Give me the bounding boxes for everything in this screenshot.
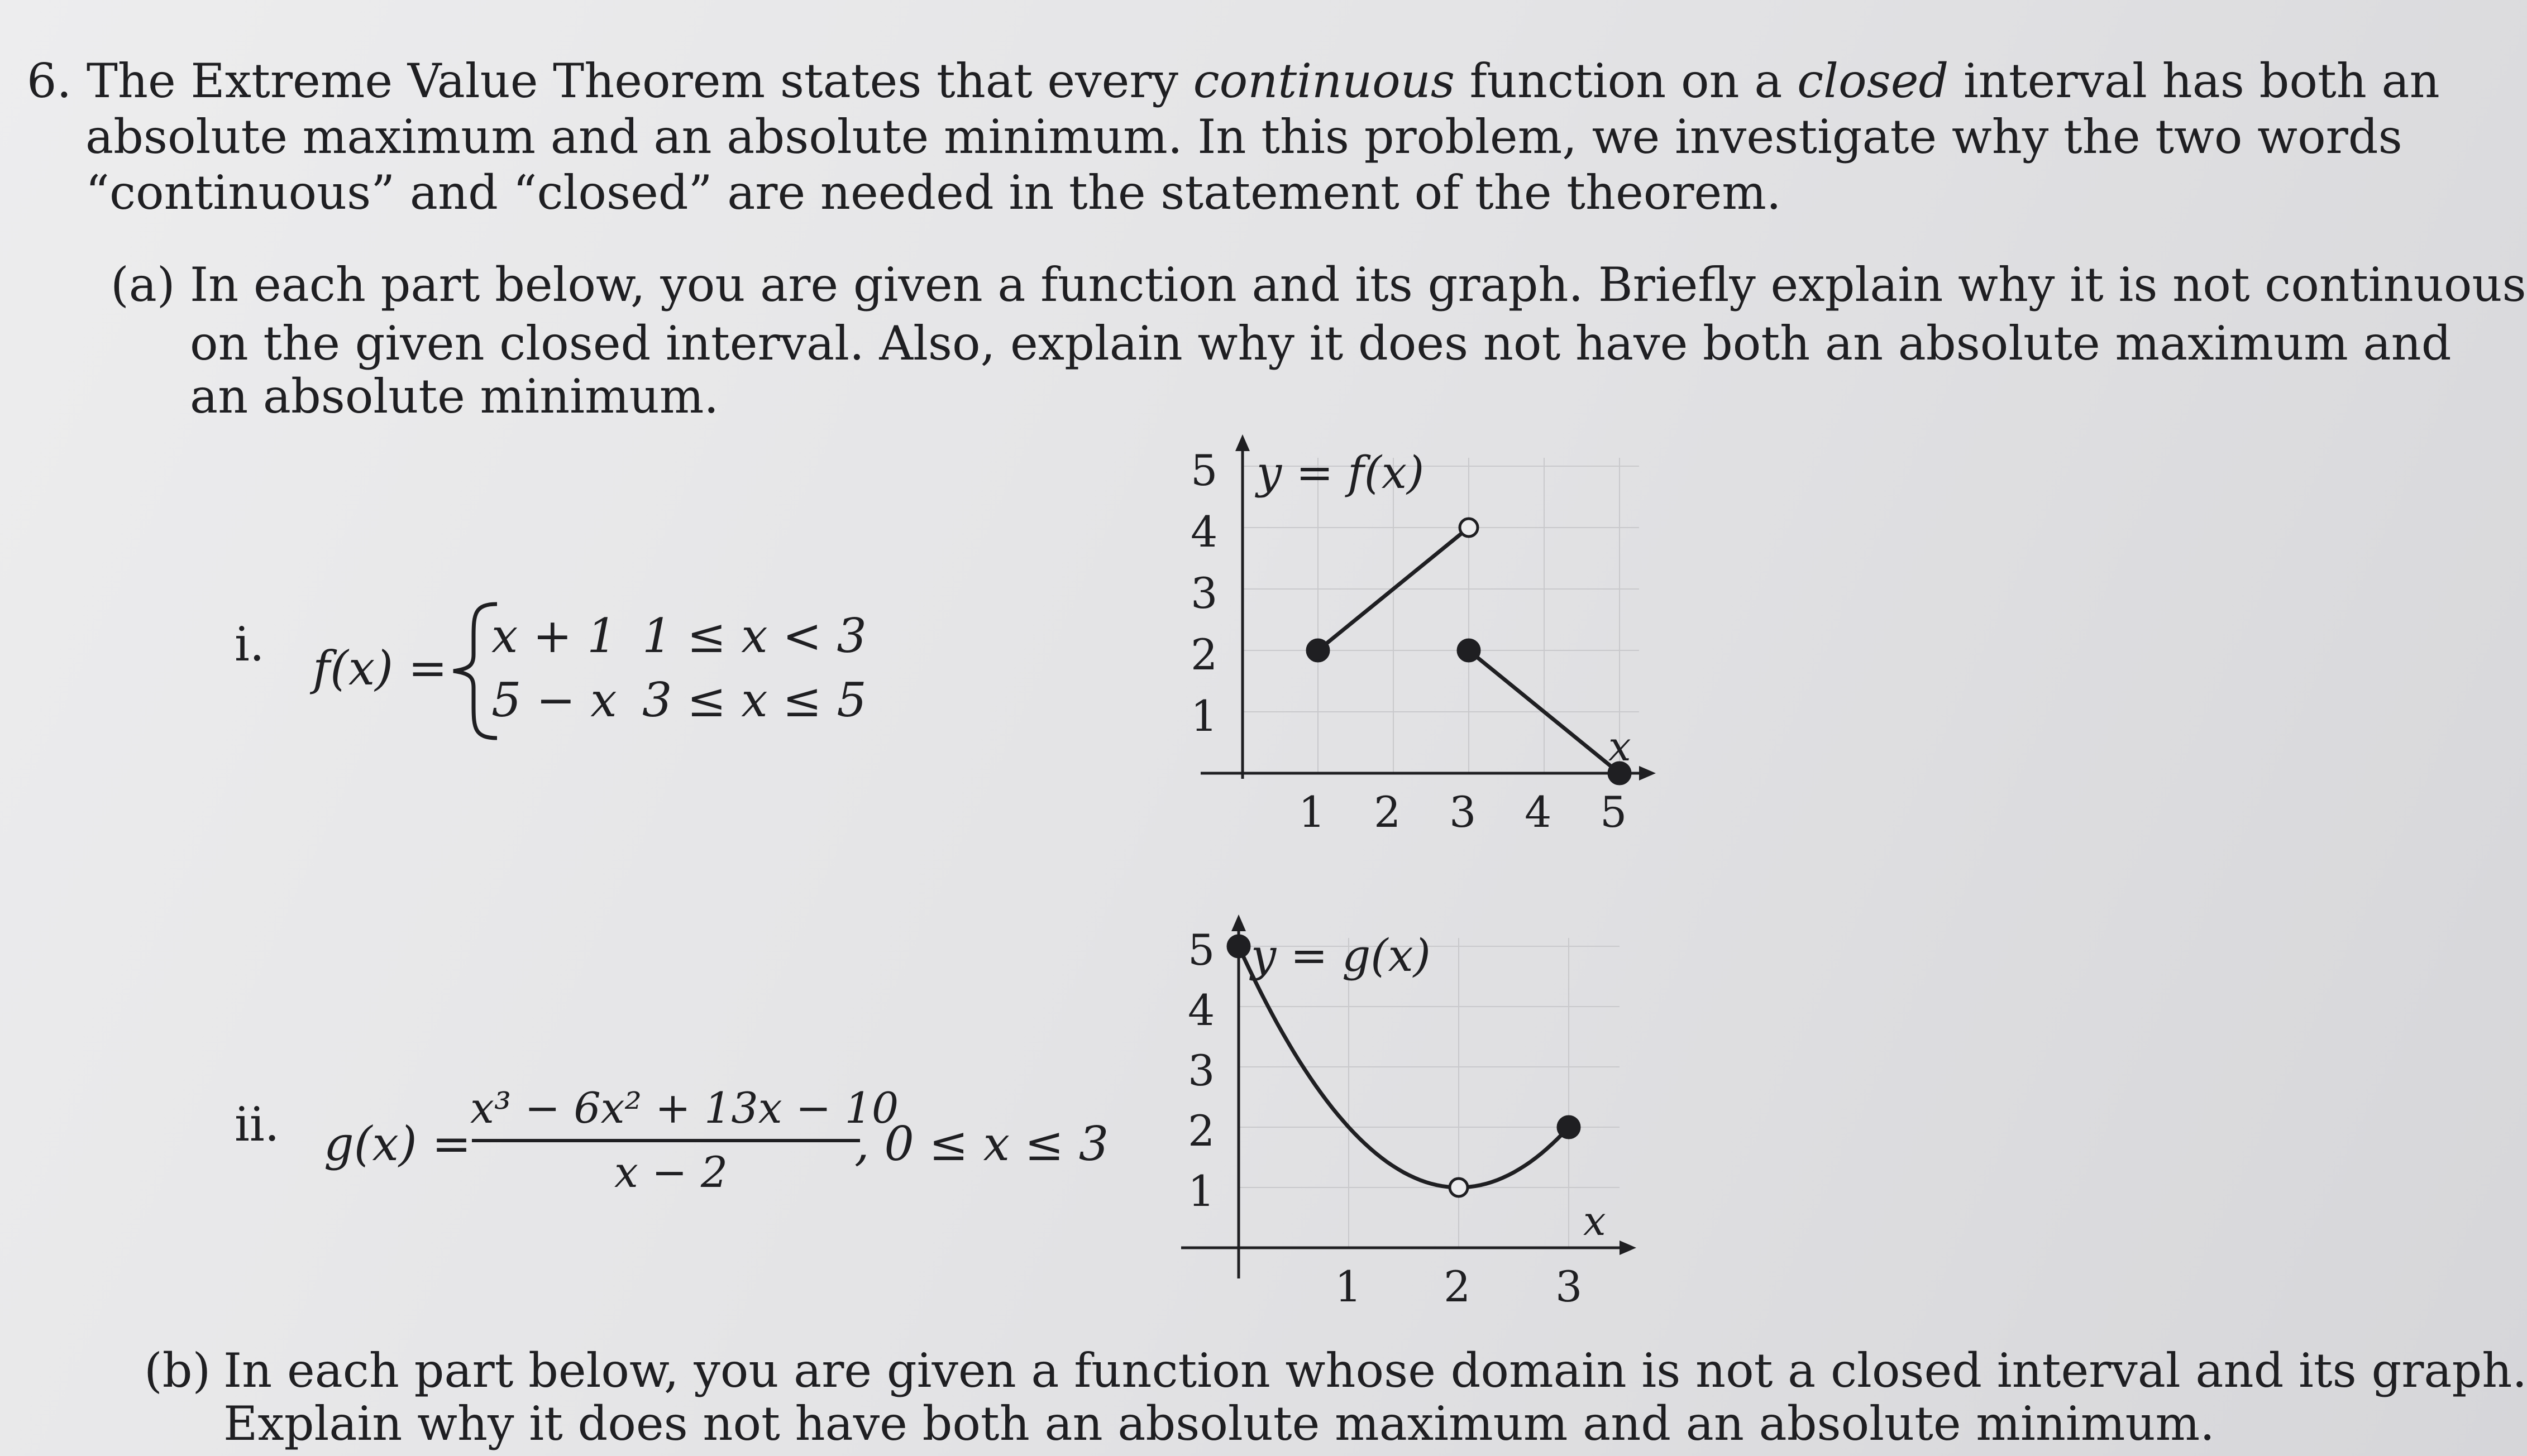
g-series-start-point bbox=[1228, 936, 1249, 957]
f-y-tick-2: 2 bbox=[1191, 630, 1218, 679]
f-x-tick-5: 5 bbox=[1600, 787, 1627, 837]
f-lhs: f(x) = bbox=[313, 641, 448, 696]
f-x-tick-3: 3 bbox=[1449, 787, 1477, 837]
part-b-label: (b) bbox=[144, 1343, 211, 1398]
case2-expr: 5 − x bbox=[491, 673, 617, 727]
g-y-tick-3: 3 bbox=[1188, 1046, 1215, 1095]
f-y-tick-5: 5 bbox=[1191, 446, 1218, 495]
graph-g-y-arrow bbox=[1231, 914, 1246, 931]
problem-line-3: “continuous” and “closed” are needed in the statement of the theorem. bbox=[85, 165, 1781, 220]
case2-cond: 3 ≤ x ≤ 5 bbox=[642, 673, 867, 727]
intro-part3: interval has both an bbox=[1948, 54, 2440, 108]
graph-g-title: y = g(x) bbox=[1251, 930, 1431, 981]
f-y-tick-1: 1 bbox=[1191, 691, 1218, 741]
g-domain: , 0 ≤ x ≤ 3 bbox=[854, 1117, 1109, 1171]
part-a-line-2: on the given closed interval. Also, explain why it does not have both an absolute maximum and bbox=[190, 316, 2452, 371]
item-ii-label: ii. bbox=[235, 1097, 280, 1152]
graph-g-x-label: x bbox=[1583, 1198, 1606, 1244]
graph-g-gridlines bbox=[1239, 938, 1620, 1248]
g-numerator: x³ − 6x² + 13x − 10 bbox=[470, 1083, 899, 1133]
f-x-tick-4: 4 bbox=[1525, 787, 1552, 837]
f-y-tick-4: 4 bbox=[1191, 507, 1218, 557]
g-x-tick-3: 3 bbox=[1555, 1262, 1583, 1311]
f-x-tick-1: 1 bbox=[1298, 787, 1326, 837]
g-y-tick-5: 5 bbox=[1188, 925, 1215, 975]
graph-f-title: y = f(x) bbox=[1257, 447, 1425, 499]
case1-cond: 1 ≤ x < 3 bbox=[642, 609, 867, 663]
g-x-tick-2: 2 bbox=[1444, 1262, 1471, 1311]
f-x-tick-2: 2 bbox=[1374, 787, 1401, 837]
part-a-line-1: In each part below, you are given a function and its graph. Briefly explain why it is not continuous bbox=[190, 257, 2526, 312]
problem-number: 6. bbox=[27, 54, 72, 108]
g-y-tick-2: 2 bbox=[1188, 1106, 1215, 1156]
g-series-hole-point bbox=[1450, 1179, 1468, 1196]
g-series-end-point bbox=[1558, 1117, 1579, 1138]
intro-part2: function on a bbox=[1454, 54, 1798, 108]
g-y-tick-1: 1 bbox=[1188, 1166, 1215, 1216]
part-a-line-3: an absolute minimum. bbox=[190, 369, 719, 424]
word-closed: closed bbox=[1797, 54, 1949, 108]
intro-part1: The Extreme Value Theorem states that every bbox=[86, 54, 1193, 108]
g-x-tick-1: 1 bbox=[1335, 1262, 1362, 1311]
g-denominator: x − 2 bbox=[614, 1147, 728, 1197]
problem-line-2: absolute maximum and an absolute minimum. In this problem, we investigate why the two words bbox=[85, 109, 2402, 164]
graph-g-x-arrow bbox=[1620, 1241, 1636, 1255]
part-b-line-1: In each part below, you are given a function whose domain is not a closed interval and its graph. bbox=[223, 1343, 2527, 1398]
case1-expr: x + 1 bbox=[491, 609, 617, 663]
g-lhs: g(x) = bbox=[324, 1117, 471, 1171]
part-b-line-2: Explain why it does not have both an absolute maximum and an absolute minimum. bbox=[223, 1396, 2215, 1451]
g-y-tick-4: 4 bbox=[1188, 985, 1215, 1035]
part-a-label: (a) bbox=[111, 257, 175, 312]
f-y-tick-3: 3 bbox=[1191, 568, 1218, 618]
word-continuous: continuous bbox=[1193, 54, 1455, 108]
graph-f-x-label: x bbox=[1608, 723, 1631, 770]
item-i-label: i. bbox=[235, 617, 265, 672]
